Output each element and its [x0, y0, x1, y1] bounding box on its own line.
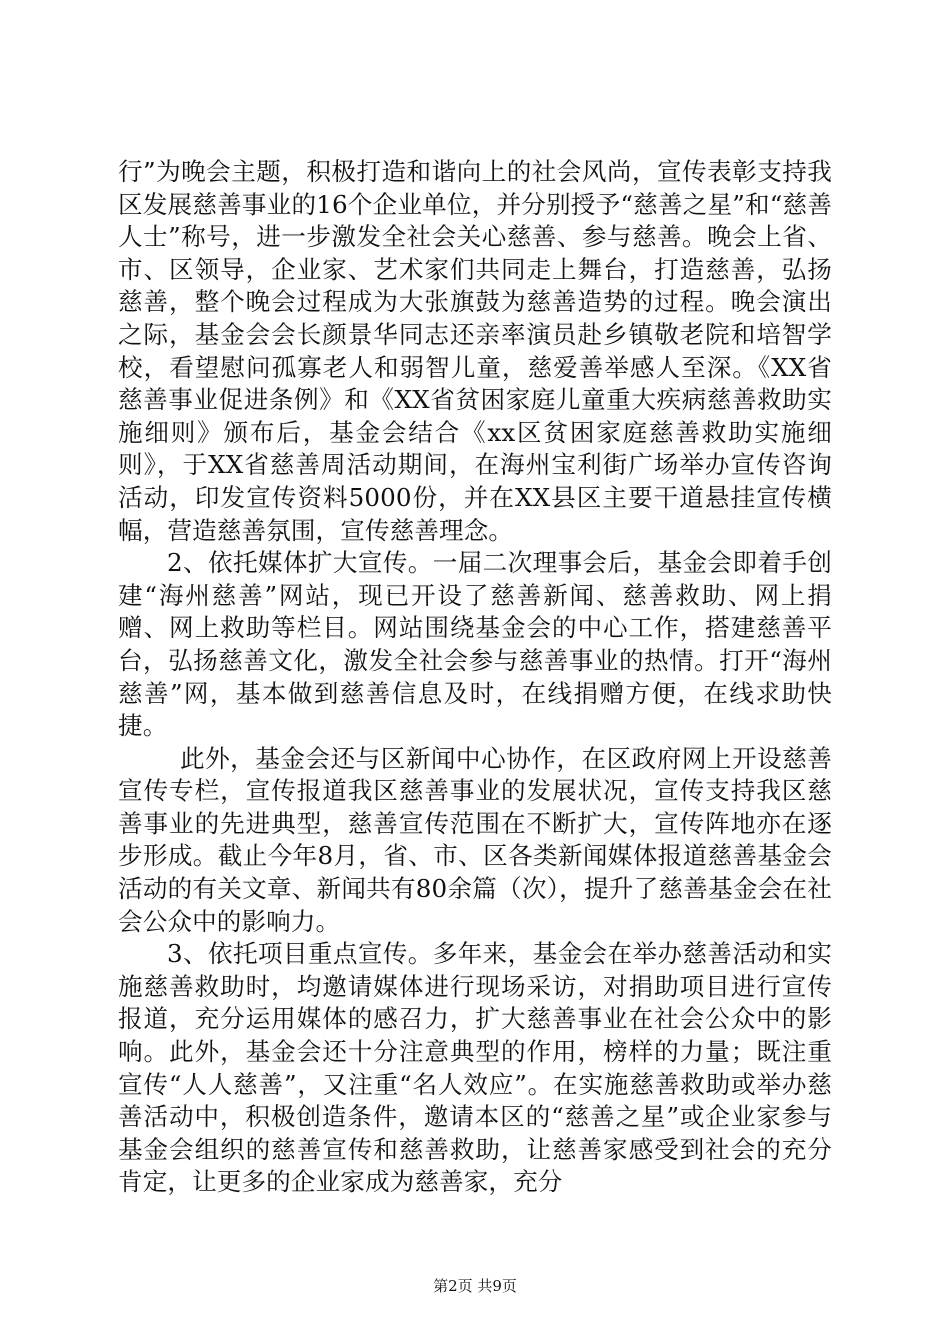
document-body: [118, 156, 832, 1199]
page-number-footer: 第2页 共9页: [433, 1277, 517, 1295]
paragraph-media-publicity: 2、依托媒体扩大宣传。一届二次理事会后，基金会即着手创建“海州慈善”网站，现已开设了慈善新闻、慈善救助、网上捐赠、网上救助等栏目。网站围绕基金会的中心工作，搭建慈善平台，弘扬慈善文化，激发全社会参与慈善事业的热情。打开“海州慈善”网，基本做到慈善信息及时，在线捐赠方便，在线求助快捷。: [118, 548, 832, 741]
paragraph-news-center: 此外，基金会还与区新闻中心协作，在区政府网上开设慈善宣传专栏，宣传报道我区慈善事业的发展状况，宣传支持我区慈善事业的先进典型，慈善宣传范围在不断扩大，宣传阵地亦在逐步形成。截止今年8月，省、市、区各类新闻媒体报道慈善基金会活动的有关文章、新闻共有80余篇（次），提升了慈善基金会在社会公众中的影响力。: [118, 743, 832, 936]
paragraph-continued: 行”为晚会主题，积极打造和谐向上的社会风尚，宣传表彰支持我区发展慈善事业的16个企业单位，并分别授予“慈善之星”和“慈善人士”称号，进一步激发全社会关心慈善、参与慈善。晚会上省、市、区领导，企业家、艺术家们共同走上舞台，打造慈善，弘扬慈善，整个晚会过程成为大张旗鼓为慈善造势的过程。晚会演出之际，基金会会长颜景华同志还亲率演员赴乡镇敬老院和培智学校，看望慰问孤寡老人和弱智儿童，慈爱善举感人至深。《XX省慈善事业促进条例》和《XX省贫困家庭儿童重大疾病慈善救助实施细则》颁布后，基金会结合《xx区贫困家庭慈善救助实施细则》，于XX省慈善周活动期间，在海州宝利街广场举办宣传咨询活动，印发宣传资料5000份，并在XX县区主要干道悬挂宣传横幅，营造慈善氛围，宣传慈善理念。: [118, 157, 832, 545]
paragraph-project-publicity: 3、依托项目重点宣传。多年来，基金会在举办慈善活动和实施慈善救助时，均邀请媒体进行现场采访，对捐助项目进行宣传报道，充分运用媒体的感召力，扩大慈善事业在社会公众中的影响。此外，基金会还十分注意典型的作用，榜样的力量；既注重宣传“人人慈善”，又注重“名人效应”。在实施慈善救助或举办慈善活动中，积极创造条件，邀请本区的“慈善之星”或企业家参与基金会组织的慈善宣传和慈善救助，让慈善家感受到社会的充分肯定，让更多的企业家成为慈善家，充分: [118, 939, 832, 1197]
